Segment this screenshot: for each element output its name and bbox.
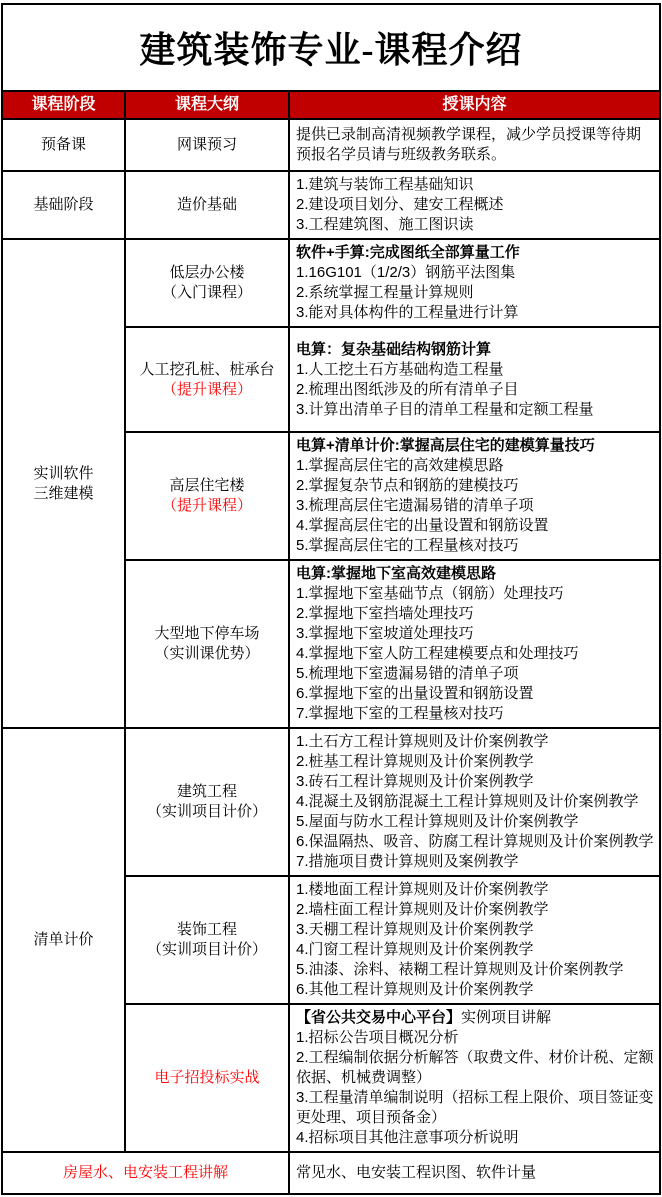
content-line: 1.掌握高层住宅的高效建模思路 [296,457,504,474]
table-row [2,239,660,327]
content-bold-line: 电算:掌握地下室高效建模思路 [296,565,496,582]
stage-cell-bill-pricing: 清单计价 [2,728,125,1152]
outline-cell-decoration-works [125,876,289,1004]
header-cell-stage: 课程阶段 [2,91,125,119]
outline-cell-dug-piles [125,327,289,432]
merged-cell-plumbing-electrical: 房屋水、电安装工程讲解 [2,1152,289,1194]
content-line: 4.掌握地下室人防工程建模要点和处理技巧 [296,645,579,662]
content-line: 2.系统掌握工程量计算规则 [296,284,474,301]
outline-sublabel: （实训课优势） [154,645,260,662]
stage-cell-prep: 预备课 [2,119,125,171]
outline-label: 建筑工程 [176,783,237,800]
content-line: 1.16G101（1/2/3）钢筋平法图集 [296,264,516,281]
content-line: 6.其他工程计算规则及计价案例教学 [296,981,534,998]
stage-label-line: 三维建模 [33,484,94,502]
stage-cell-software-modeling [2,239,125,728]
content-line: 1.人工挖土石方基础构造工程量 [296,360,504,378]
content-line: 2.工程编制依据分析解答（取费文件、材价计税、定额依据、机械费调整） [296,1049,654,1086]
content-line: 3.梳理高层住宅遗漏易错的清单子项 [296,497,534,514]
content-line: 2.梳理出图纸涉及的所有清单子目 [296,380,519,398]
content-cell-construction-works [289,728,660,876]
content-line: 提供已录制高清视频教学课程，减少学员授课等待期 [296,126,642,143]
course-table [1,90,661,1195]
content-cell-underground-parking [289,560,660,728]
content-line: 2.掌握复杂节点和钢筋的建模技巧 [296,477,519,494]
content-bold-line: 电算+清单计价:掌握高层住宅的建模算量技巧 [296,437,595,454]
outline-label: 高层住宅楼 [169,477,245,494]
content-line: 3.工程量清单编制说明（招标工程上限价、项目签证变更处理、项目预备金） [296,1089,654,1126]
outline-sublabel: （入门课程） [161,284,252,301]
content-line: 5.屋面与防水工程计算规则及计价案例教学 [296,813,579,830]
content-line: 4.混凝土及钢筋混凝土工程计算规则及计价案例教学 [296,793,639,810]
outline-label: 装饰工程 [176,921,237,938]
content-line: 7.掌握地下室的工程量核对技巧 [296,705,504,722]
content-line: 3.天棚工程计算规则及计价案例教学 [296,921,534,938]
outline-cell-construction-works [125,728,289,876]
table-row [2,119,660,171]
content-line: 1.掌握地下室基础节点（钢筋）处理技巧 [296,585,564,602]
content-line: 4.招标项目其他注意事项分析说明 [296,1129,519,1146]
outline-sublabel: （实训项目计价） [146,803,267,820]
content-line: 2.墙柱面工程计算规则及计价案例教学 [296,901,549,918]
outline-sublabel-advanced: （提升课程） [161,497,252,514]
page-title: 建筑装饰专业-课程介绍 [1,3,661,90]
content-line: 3.砖石工程计算规则及计价案例教学 [296,773,534,790]
content-regular-segment: 实例项目讲解 [461,1009,552,1026]
content-line: 2.掌握地下室挡墙处理技巧 [296,605,474,622]
header-cell-content: 授课内容 [289,91,660,119]
content-line: 1.招标公告项目概况分析 [296,1029,459,1046]
content-mixed-line [296,1008,655,1028]
content-line: 1.楼地面工程计算规则及计价案例教学 [296,881,549,898]
content-line: 6.保温隔热、吸音、防腐工程计算规则及计价案例教学 [296,833,654,850]
content-line: 7.措施项目费计算规则及案例教学 [296,853,519,870]
content-bold-line: 软件+手算:完成图纸全部算量工作 [296,244,520,261]
table-row [2,728,660,876]
content-line: 常见水、电安装工程识图、软件计量 [296,1164,537,1181]
outline-sublabel: （实训项目计价） [146,941,267,958]
content-cell-basic [289,171,660,239]
outline-cell-online-preview: 网课预习 [125,119,289,171]
outline-cell-ebidding: 电子招投标实战 [125,1004,289,1152]
content-line: 5.掌握高层住宅的工程量核对技巧 [296,537,519,554]
content-cell-ebidding [289,1004,660,1152]
table-row [2,171,660,239]
content-line: 3.能对具体构件的工程量进行计算 [296,304,519,321]
outline-label: 低层办公楼 [169,264,245,281]
outline-label: 人工挖孔桩、桩承台 [139,360,275,378]
content-cell-plumbing-electrical [289,1152,660,1194]
content-cell-highrise [289,432,660,560]
content-line: 5.梳理地下室遗漏易错的清单子项 [296,665,519,682]
content-cell-dug-piles [289,327,660,432]
content-bold-segment: 【省公共交易中心平台】 [296,1009,462,1026]
table-row [2,1152,660,1194]
content-line: 3.掌握地下室坡道处理技巧 [296,625,474,642]
content-line: 6.掌握地下室的出量设置和钢筋设置 [296,685,534,702]
outline-cell-cost-basics: 造价基础 [125,171,289,239]
table-header-row [2,91,660,119]
content-line: 5.油漆、涂料、裱糊工程计算规则及计价案例教学 [296,961,624,978]
outline-sublabel-advanced: （提升课程） [161,380,252,398]
outline-label: 大型地下停车场 [154,625,260,642]
course-intro-page [1,3,661,1195]
content-cell-prep [289,119,660,171]
content-cell-decoration-works [289,876,660,1004]
content-bold-line: 电算：复杂基础结构钢筋计算 [296,340,492,358]
content-line: 3.计算出清单子目的清单工程量和定额工程量 [296,400,594,418]
stage-label-line: 实训软件 [33,464,94,482]
outline-cell-lowrise-office [125,239,289,327]
content-line: 2.建设项目划分、建安工程概述 [296,196,504,213]
content-line: 4.掌握高层住宅的出量设置和钢筋设置 [296,517,549,534]
content-line: 1.土石方工程计算规则及计价案例教学 [296,733,549,750]
content-cell-lowrise-office [289,239,660,327]
outline-cell-underground-parking [125,560,289,728]
outline-cell-highrise [125,432,289,560]
content-line: 3.工程建筑图、施工图识读 [296,216,474,233]
stage-cell-basic: 基础阶段 [2,171,125,239]
content-line: 1.建筑与装饰工程基础知识 [296,176,474,193]
header-cell-outline: 课程大纲 [125,91,289,119]
content-line: 4.门窗工程计算规则及计价案例教学 [296,941,534,958]
content-line: 预报名学员请与班级教务联系。 [296,146,507,163]
content-line: 2.桩基工程计算规则及计价案例教学 [296,753,534,770]
